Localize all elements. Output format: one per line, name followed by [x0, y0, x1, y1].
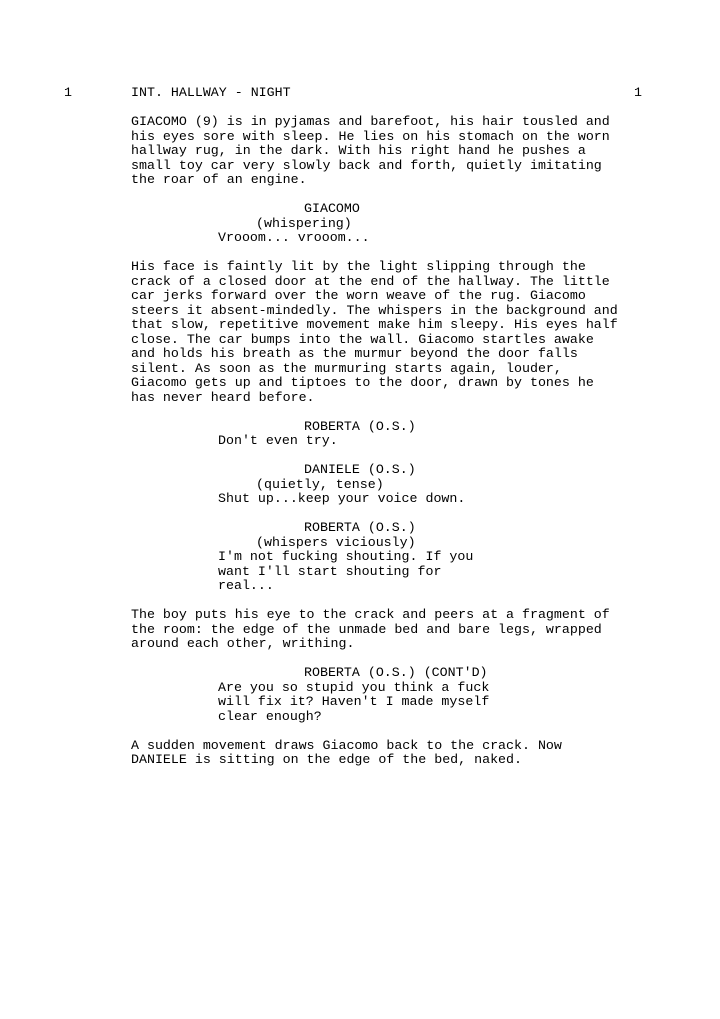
dialogue-line: want I'll start shouting for — [218, 563, 442, 579]
action-paragraph — [131, 739, 691, 768]
action-line: His face is faintly lit by the light slipping through the — [131, 259, 586, 274]
action-line: crack of a closed door at the end of the hallway. The little — [131, 273, 610, 289]
scene-heading: INT. HALLWAY - NIGHT — [131, 85, 291, 100]
parenthetical: (quietly, tense) — [256, 476, 384, 492]
dialogue-block — [131, 666, 691, 724]
character-name: DANIELE (O.S.) — [304, 462, 416, 477]
dialogue-line: clear enough? — [218, 708, 322, 724]
dialogue-line: Shut up...keep your voice down. — [218, 491, 466, 506]
action-line: close. The car bumps into the wall. Giacomo startles awake — [131, 331, 594, 347]
action-paragraph — [131, 608, 691, 652]
parenthetical: (whispering) — [256, 215, 352, 231]
character-name: ROBERTA (O.S.) — [304, 418, 416, 434]
action-line: steers it absent-mindedly. The whispers in the background and — [131, 302, 618, 318]
dialogue-line: will fix it? Haven't I made myself — [218, 694, 490, 709]
action-paragraph — [131, 260, 691, 405]
action-line: hallway rug, in the dark. With his right hand he pushes a — [131, 143, 586, 158]
action-line: around each other, writhing. — [131, 636, 355, 651]
character-name: ROBERTA (O.S.) (CONT'D) — [304, 665, 488, 680]
action-line: car jerks forward over the worn weave of the rug. Giacomo — [131, 288, 586, 303]
scene-number-right: 1 — [634, 85, 642, 100]
action-line: The boy puts his eye to the crack and peers at a fragment of — [131, 607, 610, 622]
action-line: A sudden movement draws Giacomo back to the crack. Now — [131, 737, 562, 753]
dialogue-line: Are you so stupid you think a fuck — [218, 679, 490, 695]
action-paragraph — [131, 115, 691, 188]
dialogue-line: real... — [218, 578, 274, 593]
action-line: and holds his breath as the murmur beyond the door falls — [131, 346, 578, 361]
dialogue-block — [131, 463, 691, 507]
script-content — [131, 86, 691, 782]
dialogue-block — [131, 521, 691, 594]
dialogue-block — [131, 420, 691, 449]
action-line: the roar of an engine. — [131, 172, 307, 187]
action-line: the room: the edge of the unmade bed and bare legs, wrapped — [131, 621, 602, 637]
dialogue-line: Vrooom... vrooom... — [218, 230, 370, 245]
parenthetical: (whispers viciously) — [256, 534, 416, 550]
action-line: has never heard before. — [131, 389, 315, 405]
action-line: GIACOMO (9) is in pyjamas and barefoot, his hair tousled and — [131, 114, 610, 129]
action-line: that slow, repetitive movement make him sleepy. His eyes half — [131, 317, 618, 332]
script-blocks — [131, 115, 691, 768]
action-line: Giacomo gets up and tiptoes to the door, drawn by tones he — [131, 375, 594, 390]
character-name: GIACOMO — [304, 201, 360, 216]
dialogue-line: Don't even try. — [218, 433, 338, 448]
dialogue-block — [131, 202, 691, 246]
character-name: ROBERTA (O.S.) — [304, 520, 416, 535]
action-line: DANIELE is sitting on the edge of the bed, naked. — [131, 752, 522, 767]
dialogue-line: I'm not fucking shouting. If you — [218, 549, 474, 564]
scene-number-left: 1 — [64, 85, 72, 100]
action-line: small toy car very slowly back and forth, quietly imitating — [131, 157, 602, 173]
action-line: silent. As soon as the murmuring starts again, louder, — [131, 360, 562, 376]
action-line: his eyes sore with sleep. He lies on his stomach on the worn — [131, 128, 610, 144]
